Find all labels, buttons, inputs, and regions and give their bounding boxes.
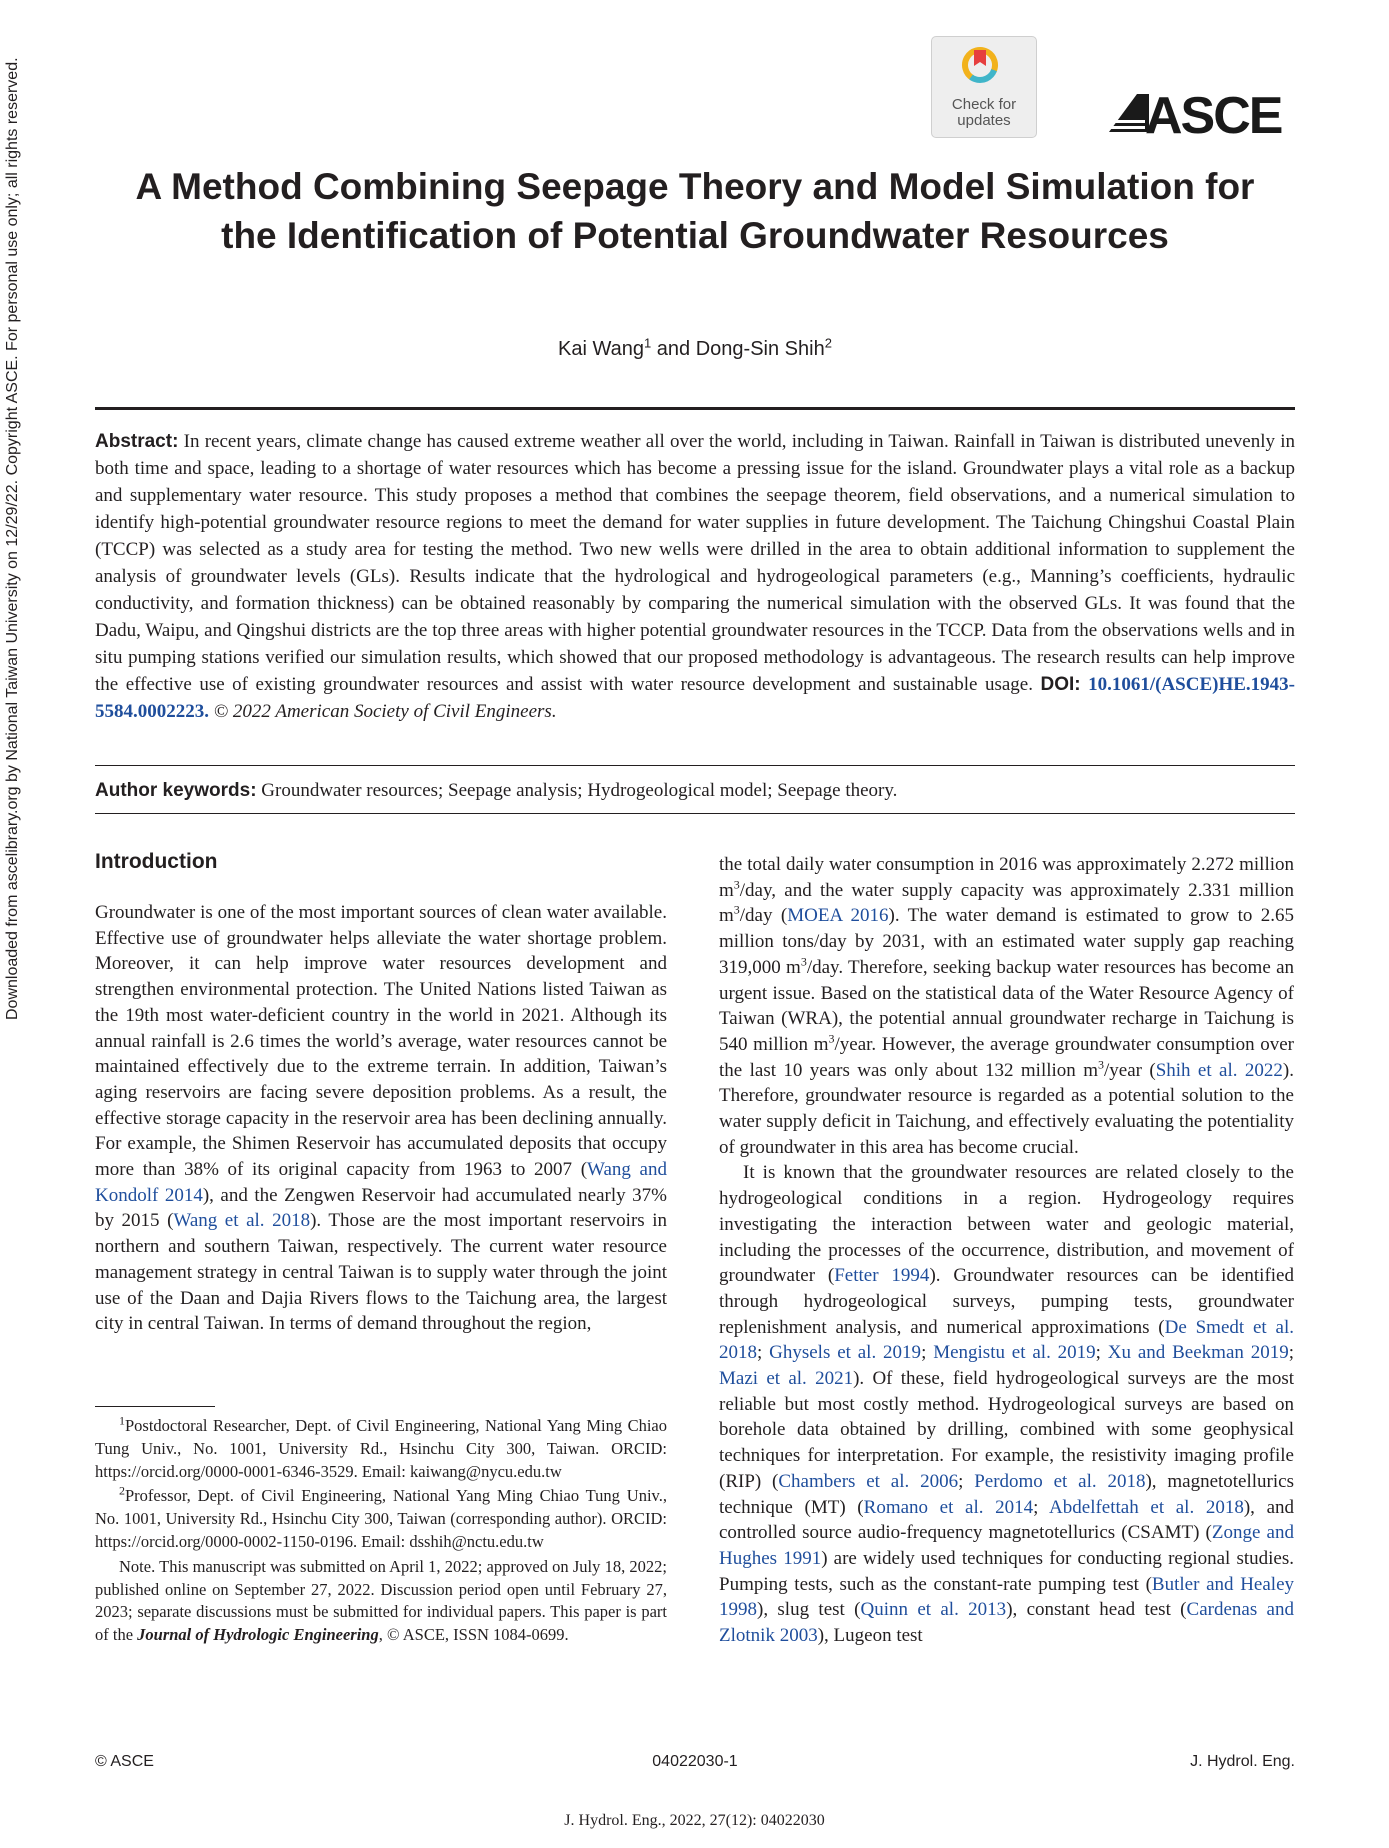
footer-article-number: 04022030-1 xyxy=(652,1753,738,1770)
author-keywords xyxy=(95,777,1295,804)
keywords-bottom-rule xyxy=(95,813,1295,814)
citation-link[interactable]: Wang and Kondolf 2014 xyxy=(95,1159,667,1206)
asce-wordmark: ASCE xyxy=(1145,87,1282,142)
author-2-affil: 2 xyxy=(824,335,832,351)
citation-link[interactable]: Fetter 1994 xyxy=(834,1265,930,1287)
abstract-label: Abstract: xyxy=(95,431,179,452)
footer-copyright: © ASCE xyxy=(95,1753,154,1770)
citation-link[interactable]: Romano et al. 2014 xyxy=(863,1496,1034,1518)
citation-link[interactable]: Abdelfettah et al. 2018 xyxy=(1049,1496,1244,1518)
abstract-text: In recent years, climate change has caused extreme weather all over the world, including in Taiwan. Rainfall in Taiwan is distributed unevenly in both time and space, leading to a shortage of water resources which has become a pressing issue for the island. Groundwater plays a vital role as a backup and supplementary water resource. This study proposes a method that combines the seepage theorem, field observations, and a numerical simulation to identify high-potential groundwater resource regions to meet the demand for water supplies in future development. The Taichung Chingshui Coastal Plain (TCCP) was selected as a study area for testing the method. Two new wells were drilled in the area to obtain additional information to supplement the analysis of groundwater levels (GLs). Results indicate that the hydrological and hydrogeological parameters (e.g., Manning’s coefficients, hydraulic conductivity, and formation thickness) can be obtained reasonably by comparing the numerical simulation with the observed GLs. It was found that the Dadu, Waipu, and Qingshui districts are the top three areas with higher potential groundwater resources in the TCCP. Data from the observations wells and in situ pumping stations verified our simulation results, which showed that our proposed methodology is advantageous. The research results can help improve the effective use of existing groundwater resources and assist with water resource development and sustainable usage. xyxy=(95,431,1296,695)
citation-link[interactable]: Perdomo et al. 2018 xyxy=(974,1470,1146,1492)
doi-link[interactable]: 10.1061/(ASCE)HE.1943-5584.0002223. xyxy=(95,674,1296,722)
citation-link[interactable]: Xu and Beekman 2019 xyxy=(1107,1342,1289,1364)
check-for-updates-badge[interactable] xyxy=(931,36,1037,138)
footnote-2: $^2$Professor, Dept. of Civil Engineering, National Yang Ming Chiao Tung Univ., No. 1001, University Rd., Hsinchu City 300, Taiwan (corresponding author). ORCID: https://orcid.org/0000-0002-1150-0196. Email: dsshih@nctu.edu.tw xyxy=(95,1483,667,1551)
footer-journal: J. Hydrol. Eng. xyxy=(1190,1753,1295,1770)
paper-title: A Method Combining Seepage Theory and Model Simulation for the Identification of Potential Groundwater Resources xyxy=(135,166,1255,256)
citation-link[interactable]: Butler and Healey 1998 xyxy=(719,1573,1295,1621)
citation-link[interactable]: Wang et al. 2018 xyxy=(173,1210,311,1232)
citation-link[interactable]: Shih et al. 2022 xyxy=(1155,1059,1283,1081)
intro-paragraph-1: Groundwater is one of the most important sources of clean water available. Effective use of groundwater helps alleviate the water shortage problem. Moreover, it can help improve water resources development and strengthen environmental protection. The United Nations listed Taiwan as the 19th most water-deficient country in the world in 2021. Although its annual rainfall is 2.6 times the world’s average, water resources cannot be maintained effectively due to the extreme terrain. In addition, Taiwan’s aging reservoirs are facing severe deposition problems. As a result, the effective storage capacity in the reservoir area has been declining annually. For example, the Shimen Reservoir has accumulated deposits that occupy more than 38% of its original capacity from 1963 to 2007 (Wang and Kondolf 2014), and the Zengwen Reservoir had accumulated nearly 37% by 2015 (Wang et al. 2018). Those are the most important reservoirs in northern and southern Taiwan, respectively. The current water resource management strategy in central Taiwan is to supply water through the joint use of the Daan and Dajia Rivers flows to the Taichung area, the largest city in central Taiwan. In terms of demand throughout the region, xyxy=(95,902,667,1335)
citation-link[interactable]: Chambers et al. 2006 xyxy=(778,1470,959,1492)
badge-line1: Check for xyxy=(951,96,1017,113)
abstract xyxy=(95,428,1295,725)
citation-link[interactable]: Mazi et al. 2021 xyxy=(719,1368,854,1390)
badge-line2: updates xyxy=(957,112,1011,129)
doi-label: DOI: xyxy=(1040,674,1081,695)
crossmark-icon xyxy=(961,46,999,84)
intro-paragraph-3: It is known that the groundwater resources are related closely to the hydrogeological conditions in a region. Hydrogeology requires investigating the interaction between water and geologic material, including the processes of the occurrence, distribution, and movement of groundwater (Fetter 1994). Groundwater resources can be identified through hydrogeological surveys, pumping tests, groundwater replenishment analysis, and numerical approximations (De Smedt et al. 2018; Ghysels et al. 2019; Mengistu et al. 2019; Xu and Beekman 2019; Mazi et al. 2021). Of these, field hydrogeological surveys are the most reliable but most costly method. Hydrogeological surveys are based on borehole data obtained by drilling, combined with some geophysical techniques for interpretation. For example, the resistivity imaging profile (RIP) (Chambers et al. 2006; Perdomo et al. 2018), magnetotellurics technique (MT) (Romano et al. 2014; Abdelfettah et al. 2018), and controlled source audio-frequency magnetotellurics (CSAMT) (Zonge and Hughes 1991) are widely used techniques for conducting regional studies. Pumping tests, such as the constant-rate pumping test (Butler and Healey 1998), slug test (Quinn et al. 2013), constant head test (Cardenas and Zlotnik 2003), Lugeon test xyxy=(719,1162,1295,1647)
author-1-affil: 1 xyxy=(644,335,652,351)
citation-link[interactable]: Mengistu et al. 2019 xyxy=(933,1342,1096,1364)
intro-paragraph-2: the total daily water consumption in 2016 was approximately 2.272 million $m^3$/day, and the water supply capacity was approximately 2.331 million $m^3$/day (MOEA 2016). The water demand is estimated to grow to 2.65 million tons/day by 2031, with an estimated water supply gap reaching 319,000 $m^3$/day. Therefore, seeking backup water resources has become an urgent issue. Based on the statistical data of the Water Resource Agency of Taiwan (WRA), the potential annual groundwater recharge in Taichung is 540 million $m^3$/year. However, the average groundwater consumption over the last 10 years was only about 132 million $m^3$/year (Shih et al. 2022). Therefore, groundwater resource is regarded as a potential solution to the water supply deficit in Taichung, and effectively evaluating the potentiality of groundwater in this area has become crucial. xyxy=(719,854,1295,1158)
keywords-text: Groundwater resources; Seepage analysis; Hydrogeological model; Seepage theory. xyxy=(261,780,898,801)
right-column xyxy=(719,852,1294,1649)
journal-citation: J. Hydrol. Eng., 2022, 27(12): 04022030 xyxy=(564,1812,825,1829)
footnotes xyxy=(95,1415,667,1649)
author-1: Kai Wang xyxy=(558,338,645,360)
citation-link[interactable]: Cardenas and Zlotnik 2003 xyxy=(719,1599,1294,1647)
manuscript-note: Note. This manuscript was submitted on April 1, 2022; approved on July 18, 2022; published online on September 27, 2022. Discussion period open until February 27, 2023; separate discussions must be submitted for individual papers. This paper is part of the Journal of Hydrologic Engineering, © ASCE, ISSN 1084-0699. xyxy=(95,1556,667,1645)
author-line xyxy=(120,336,1270,362)
download-notice: Downloaded from ascelibrary.org by National Taiwan University on 12/29/22. Copyright ASCE. For personal use only; all rights reserved. xyxy=(4,57,21,1020)
author-and: and xyxy=(651,338,696,360)
copyright-line: © 2022 American Society of Civil Engineers. xyxy=(213,701,557,722)
citation-link[interactable]: Zonge and Hughes 1991 xyxy=(719,1522,1294,1569)
citation-link[interactable]: De Smedt et al. 2018 xyxy=(719,1316,1294,1364)
citation-link[interactable]: Ghysels et al. 2019 xyxy=(769,1342,922,1364)
keywords-rule xyxy=(95,765,1295,766)
citation-link[interactable]: Quinn et al. 2013 xyxy=(860,1599,1007,1621)
citation-link[interactable]: MOEA 2016 xyxy=(787,905,889,927)
asce-logo xyxy=(1105,82,1295,142)
keywords-label: Author keywords: xyxy=(95,780,257,801)
section-heading-introduction: Introduction xyxy=(95,850,218,873)
page-footer xyxy=(95,1750,1295,1774)
left-column xyxy=(95,848,667,1337)
abstract-top-rule xyxy=(95,407,1295,410)
footnote-rule xyxy=(95,1406,215,1407)
author-2: Dong-Sin Shih xyxy=(695,338,825,360)
footnote-1: $^1$Postdoctoral Researcher, Dept. of Civil Engineering, National Yang Ming Chiao Tung Univ., No. 1001, University Rd., Hsinchu City 300, Taiwan. ORCID: https://orcid.org/0000-0001-6346-3529. Email: kaiwang@nycu.edu.tw xyxy=(95,1413,667,1481)
